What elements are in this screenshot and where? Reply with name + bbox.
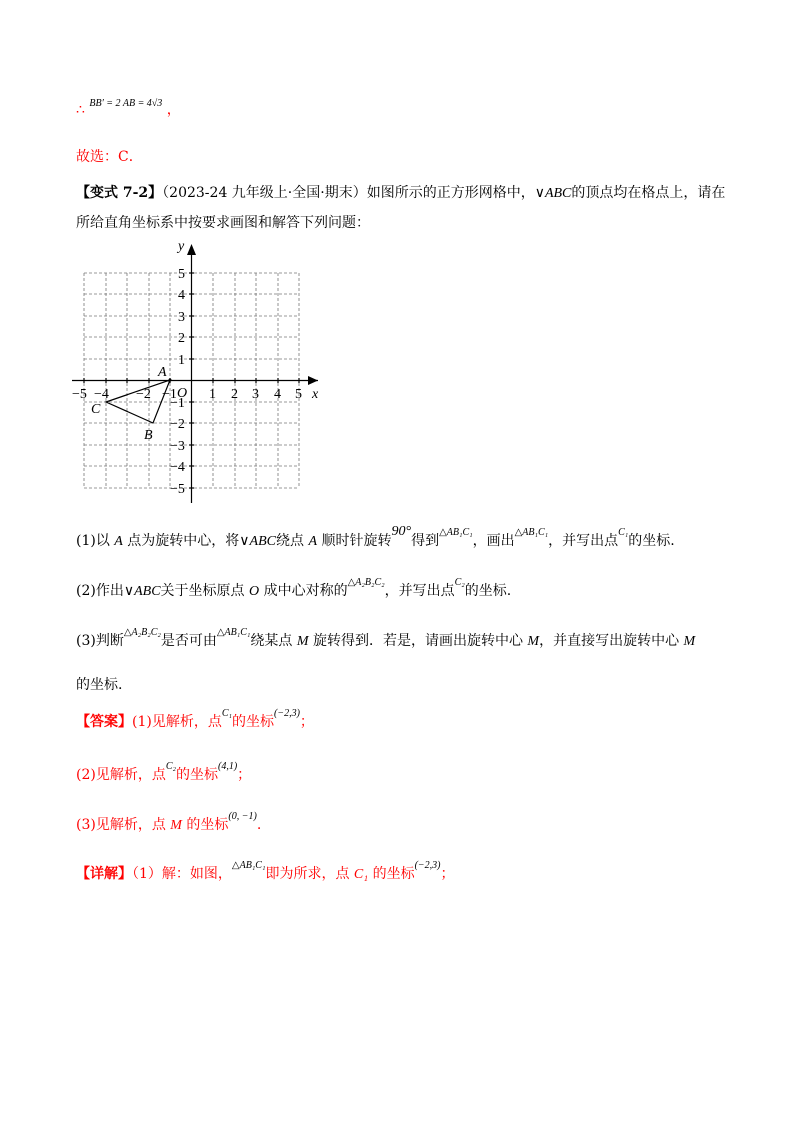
point-a-label: A: [158, 365, 167, 380]
x-tick-4: 4: [274, 387, 281, 402]
answer-2: (2)见解析，点$^{C_2}$的坐标$^{(4,1)}$；: [76, 761, 252, 783]
x-tick-neg1: −1: [162, 387, 177, 402]
x-tick-neg2: −2: [136, 387, 151, 402]
detail-1: 【详解】（1）解：如图，$^{\triangle AB_1C_1}$即为所求，点 C₁ 的坐标$^{(-2,3)}$；: [76, 860, 455, 882]
y-tick-neg3: −3: [170, 439, 185, 454]
x-tick-5: 5: [295, 387, 302, 402]
coordinate-grid-figure: [64, 238, 344, 518]
question-3: (3)判断$^{\triangle A_2B_2C_2}$是否可由$^{\triangle AB_1C_1}$绕某点 M 旋转得到．若是，请画出旋转中心 M，并直接写出旋转中心 M: [76, 627, 696, 649]
y-tick-neg4: −4: [170, 460, 185, 475]
x-tick-1: 1: [209, 387, 216, 402]
x-tick-2: 2: [231, 387, 238, 402]
answer-1: 【答案】(1)见解析，点$^{C_1}$的坐标$^{(-2,3)}$；: [76, 708, 314, 730]
answer-choice-line: 故选：C．: [76, 149, 143, 165]
y-tick-neg5: −5: [170, 482, 185, 497]
y-tick-3: 3: [178, 310, 185, 325]
x-axis-arrow: [308, 376, 318, 385]
problem-line-2: 所给直角坐标系中按要求画图和解答下列问题：: [76, 215, 370, 231]
y-tick-1: 1: [178, 353, 185, 368]
x-tick-neg4: −4: [94, 387, 109, 402]
y-tick-neg1: −1: [170, 396, 185, 411]
point-c-label: C: [91, 402, 101, 417]
x-tick-3: 3: [252, 387, 259, 402]
point-b-label: B: [144, 428, 153, 443]
problem-tag: 【变式 7-2】: [76, 185, 163, 201]
answer-3: (3)见解析，点 M 的坐标$^{(0, -1)}$.: [76, 811, 262, 833]
origin-label: O: [177, 386, 188, 401]
y-tick-4: 4: [178, 288, 185, 303]
y-axis-arrow: [187, 244, 196, 255]
y-tick-5: 5: [178, 267, 185, 282]
therefore-symbol: ∴: [76, 102, 85, 118]
axes: [72, 252, 318, 503]
problem-line-1: 【变式 7-2】（2023-24 九年级上·全国·期末）如图所示的正方形网格中，∨ABC的顶点均在格点上，请在: [76, 185, 726, 201]
answer-tag: 【答案】: [76, 714, 132, 730]
y-tick-2: 2: [178, 331, 185, 346]
y-tick-neg2: −2: [170, 417, 185, 432]
equation: BB′ = 2 AB = 4√3: [89, 98, 163, 109]
coordinate-grid-svg: [64, 238, 344, 518]
question-3-line-2: 的坐标.: [76, 677, 123, 693]
point-a-dot: [169, 379, 172, 382]
conclusion-line: ∴ $^{BB' = 2 AB = 4√3}$ ，: [76, 98, 181, 118]
detail-tag: 【详解】: [76, 866, 132, 882]
question-1: (1)以 A 点为旋转中心，将∨ABC绕点 A 顺时针旋转90°得到$^{\triangle AB_1C_1}$，画出$^{\triangle AB_1C_1}$，并写出点$^{C_1}$的坐标.: [76, 524, 675, 549]
x-axis-label: x: [312, 387, 319, 402]
y-axis-label: y: [178, 239, 185, 254]
question-2: (2)作出∨ABC关于坐标原点 O 成中心对称的$^{\triangle A_2B_2C_2}$，并写出点$^{C_2}$的坐标.: [76, 577, 512, 599]
x-tick-neg5: −5: [72, 387, 87, 402]
